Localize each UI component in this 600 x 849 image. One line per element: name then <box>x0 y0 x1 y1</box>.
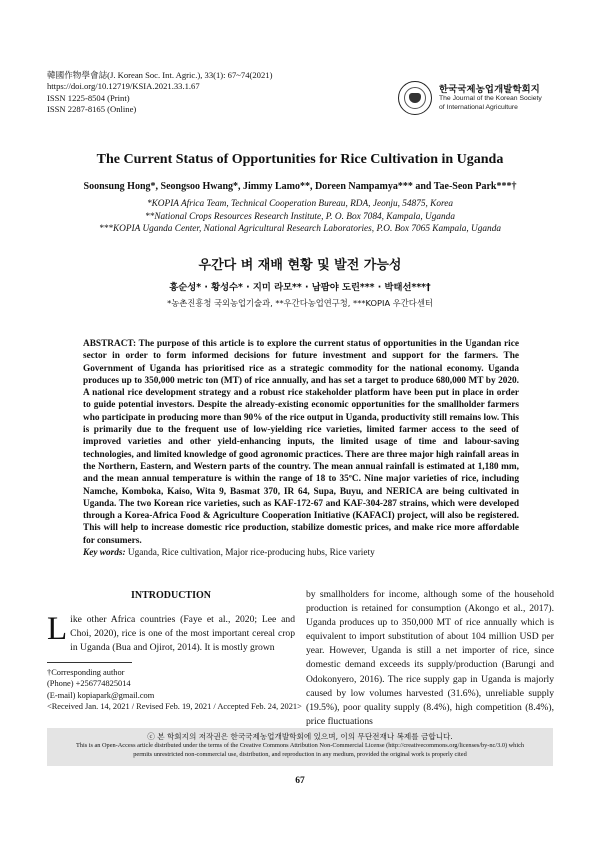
paper-authors: Soonsung Hong*, Seongsoo Hwang*, Jimmy Lamo**, Doreen Nampamya*** and Tae-Seon Park***† <box>83 181 517 192</box>
journal-meta <box>47 70 272 115</box>
keywords <box>83 548 519 558</box>
doi-link[interactable]: https://doi.org/10.12719/KSIA.2021.33.1.67 <box>47 81 200 92</box>
korean-title: 우간다 벼 재배 현황 및 발전 가능성 <box>198 258 402 273</box>
received-dates: <Received Jan. 14, 2021 / Revised Feb. 19, 2021 / Accepted Feb. 24, 2021> <box>47 702 302 712</box>
keywords-label: Key words: <box>83 548 126 558</box>
issn-online: ISSN 2287-8165 (Online) <box>47 103 137 114</box>
society-logo <box>398 81 553 115</box>
issn-print: ISSN 1225-8504 (Print) <box>47 92 130 103</box>
paper-title: The Current Status of Opportunities for Rice Cultivation in Uganda <box>96 152 504 167</box>
footnote <box>47 667 302 713</box>
license-box <box>47 728 553 766</box>
copyright-notice-korean: ⓒ 본 학회지의 저작권은 한국국제농업개발학회에 있으며, 이의 무단전재나 복제를 금합니다. <box>147 732 453 741</box>
affiliation-1: *KOPIA Africa Team, Technical Cooperation Bureau, RDA, Jeonju, 54875, Korea <box>146 199 454 209</box>
affiliation-2: **National Crops Resources Research Institute, P. O. Box 7084, Kampala, Uganda <box>145 211 455 222</box>
abstract: ABSTRACT: The purpose of this article is to explore the current status of opportunities in the Ugandan rice sector in order to form informed decisions for future investment and support for the farmers. The Government of Uganda has prioritised rice as a strategic commodity for the national economy. Uganda produces up to 350,000 metric ton (MT) of rice annually, and has set a target to produce 680,000 MT by 2020. A national rice development strategy and a robust rice stakeholder platform have been put in place in order to guide potential investors. Despite the already-existing economic opportunities for the smallholder farmers who participate in producing more than 90% of the rice output in Uganda, productivity still remains low. This is primarily due to the frequent use of low-yielding rice varieties, limited farmer access to the seed of improved varieties and other yield-enhancing inputs, the limited usage of time and labour-saving technologies, and limited knowledge of good agronomic practices. There are three major high rainfall areas in the Northern, Eastern, and Western parts of the country. The mean annual rainfall is estimated at 1,180 mm, and the mean annual temperature is within the range of 18 to 35ºC. Nine major varieties of rice, including Namche, Komboka, Kaiso, Wita 9, Basmat 370, IR 64, Supa, Buyu, and NERICA are being cultivated in Uganda. The two Korean rice varieties, such as KAF-172-67 and KAF-304-287 strains, which were developed through a Korea-Africa Food & Agriculture Cooperation Initiative (KAFACI) project, will also be registered. This will help to increase domestic rice production, stabilize domestic prices, and make rice more affordable for consumers. <box>83 339 519 546</box>
corresponding-author: †Corresponding author <box>47 668 125 677</box>
affiliation-3: ***KOPIA Uganda Center, National Agricultural Research Laboratories, P.O. Box 7065 Kampala, Uganda <box>99 224 501 235</box>
society-emblem-icon <box>398 81 432 115</box>
logo-korean-name: 한국국제농업개발학회지 <box>439 84 540 95</box>
logo-english-name <box>439 95 542 112</box>
page-number: 67 <box>295 776 305 786</box>
korean-affiliations: *농촌진흥청 국외농업기술과, **우간다농업연구청, ***KOPIA 우간다센터 <box>167 298 433 308</box>
intro-right-column: by smallholders for income, although some of the household production is retained for consumption (Akongo et al., 2017). Uganda produces up to 350,000 MT of rice annually which is equivalent to import substitution of about 104 million USD per year. However, Uganda is still a net importer of rice, since domestic demand exceeds its supply/production (Barungi and Odokonyero, 2016). The rice supply gap in Uganda is majorly caused by low volumes harvested (31.6%), unreliable supply (19.5%), poor quality supply (8.4%), high competition (8.4%), price fluctuations <box>306 589 554 727</box>
affiliations <box>0 198 600 236</box>
logo-english-line-1: The Journal of the Korean Society <box>439 95 542 102</box>
introduction-heading: INTRODUCTION <box>130 590 211 601</box>
footnote-divider <box>47 662 132 663</box>
author-email: (E-mail) kopiapark@gmail.com <box>47 690 155 700</box>
korean-authors: 홍순성* · 황성수* · 지미 라모** · 남팜야 도린*** · 박태선***† <box>169 282 431 293</box>
author-phone: (Phone) +256774825014 <box>47 679 131 689</box>
license-text-line-2: permits unrestricted non-commercial use, distribution, and reproduction in any medium, provided the original work is properly cited <box>133 750 467 758</box>
keywords-text: Uganda, Rice cultivation, Major rice-producing hubs, Rice variety <box>125 548 375 558</box>
intro-left-column <box>47 613 295 655</box>
journal-citation: 韓國作物學會誌(J. Korean Soc. Int. Agric.), 33(1): 67~74(2021) <box>47 70 273 80</box>
logo-english-line-2: of International Agriculture <box>439 103 518 111</box>
license-text-line-1: This is an Open-Access article distributed under the terms of the Creative Commons Attribution Non-Commercial License (http://creativecommons.org/licenses/by-nc/3.0) which <box>75 742 525 749</box>
drop-cap: L <box>47 611 68 647</box>
intro-left-text: ike other Africa countries (Faye et al., 2020; Lee and Choi, 2020), rice is one of the most important cereal crop in Uganda (Bua and Ojirot, 2014). It is mostly grown <box>70 614 295 654</box>
